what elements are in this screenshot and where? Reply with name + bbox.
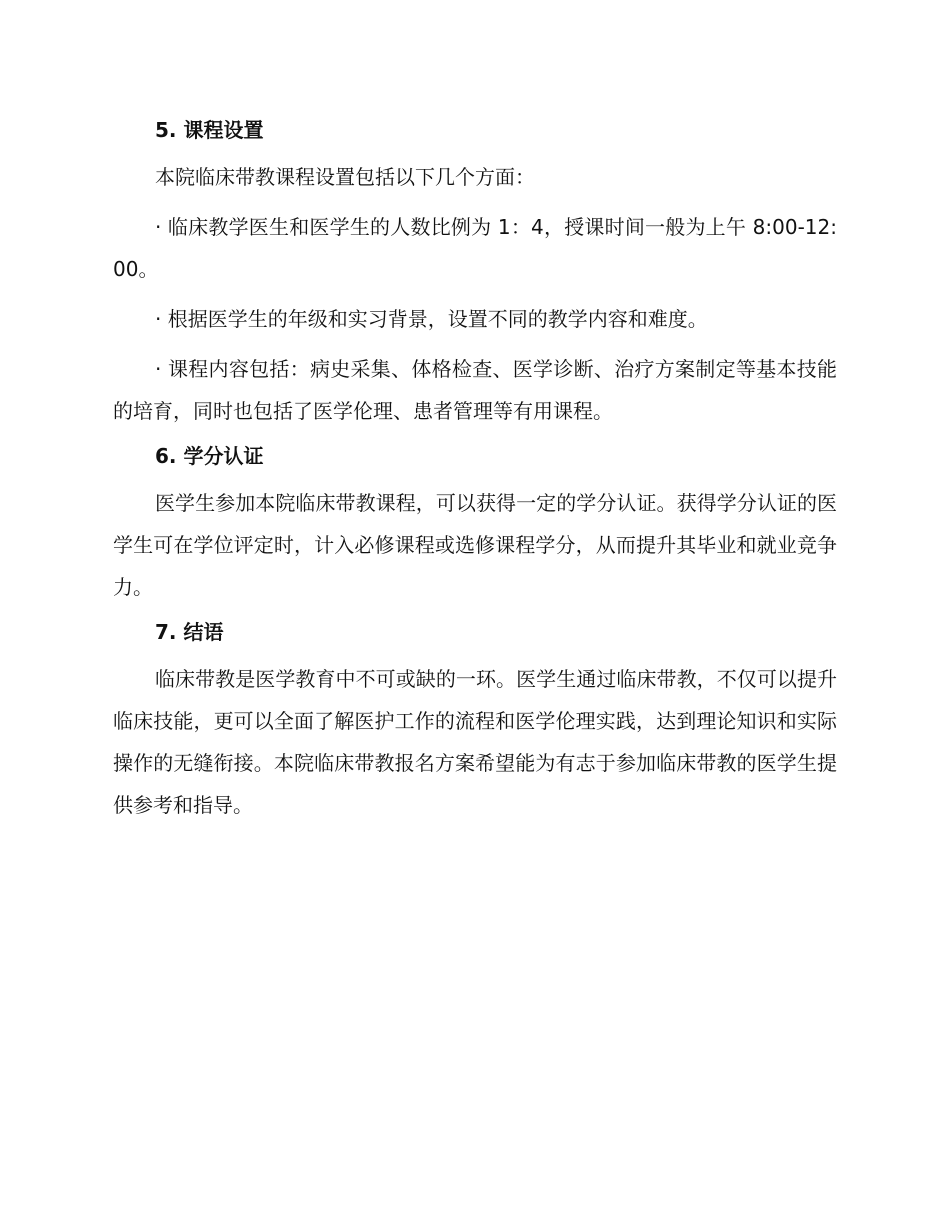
paragraph-intro: 本院临床带教课程设置包括以下几个方面：: [155, 165, 535, 189]
bullet-item-ratio: · 临床教学医生和医学生的人数比例为 1：4，授课时间一般为上午 8:00-12:00。: [113, 215, 837, 281]
paragraph-credit: 医学生参加本院临床带教课程，可以获得一定的学分认证。获得学分认证的医学生可在学位评定时，计入必修课程或选修课程学分，从而提升其毕业和就业竞争力。: [113, 491, 837, 599]
paragraph-conclusion: 临床带教是医学教育中不可或缺的一环。医学生通过临床带教，不仅可以提升临床技能，更可以全面了解医护工作的流程和医学伦理实践，达到理论知识和实际操作的无缝衔接。本院临床带教报名方案希望能为有志于参加临床带教的医学生提供参考和指导。: [113, 667, 837, 817]
document-body: [113, 114, 837, 826]
section-credit-certification: [113, 440, 837, 608]
bullet-item-level: · 根据医学生的年级和实习背景，设置不同的教学内容和难度。: [155, 307, 708, 331]
section-course-setup: [113, 114, 837, 432]
bullet-item-content: · 课程内容包括：病史采集、体格检查、医学诊断、治疗方案制定等基本技能的培育，同时也包括了医学伦理、患者管理等有用课程。: [113, 357, 837, 423]
section-conclusion: [113, 616, 837, 826]
section-heading: 7. 结语: [155, 620, 224, 644]
section-heading: 5. 课程设置: [155, 118, 264, 142]
section-heading: 6. 学分认证: [155, 444, 264, 468]
